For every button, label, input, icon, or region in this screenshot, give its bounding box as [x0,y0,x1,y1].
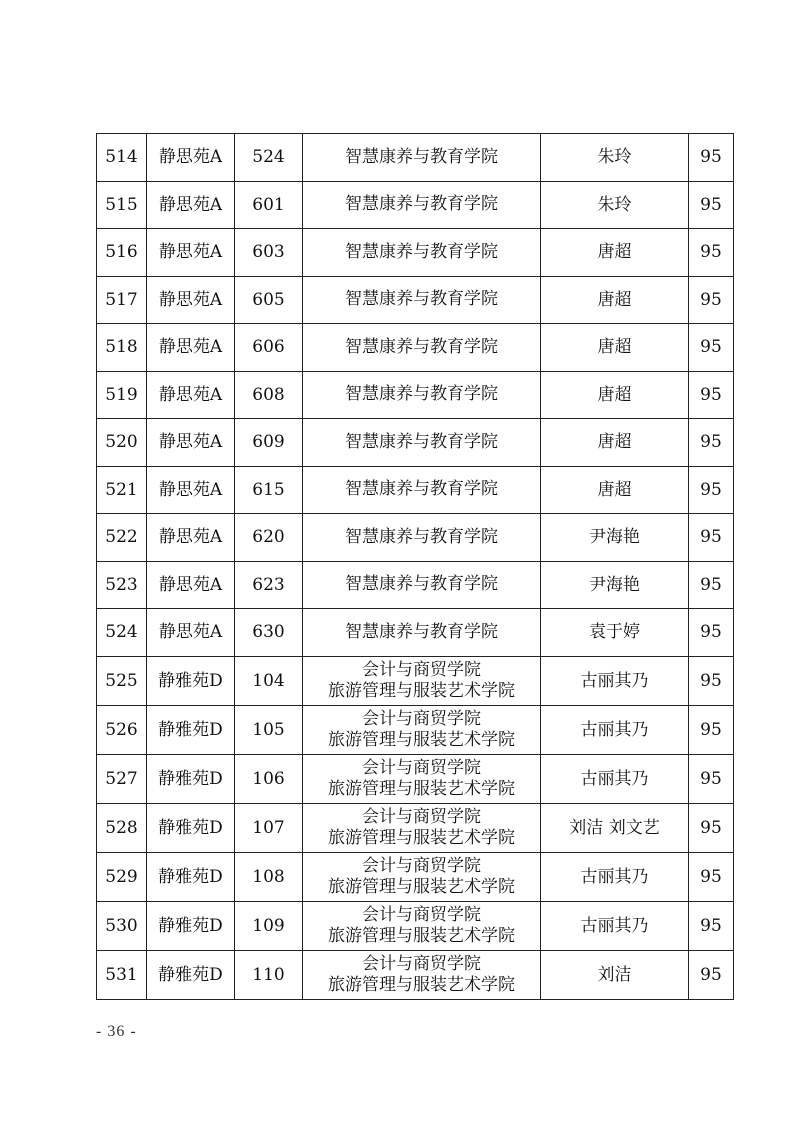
college-name: 旅游管理与服装艺术学院 [328,925,515,946]
college-cell [303,803,541,852]
score-cell: 95 [689,134,734,182]
college-name: 旅游管理与服装艺术学院 [328,827,515,848]
building-cell: 静雅苑D [147,950,235,999]
counselor-cell: 刘洁 [541,950,689,999]
room-cell: 605 [235,276,303,324]
building-cell: 静思苑A [147,181,235,229]
college-name: 智慧康养与教育学院 [345,194,498,215]
college-name: 智慧康养与教育学院 [345,241,498,262]
building-cell: 静雅苑D [147,803,235,852]
score-cell: 95 [689,754,734,803]
college-cell [303,852,541,901]
counselor-cell: 唐超 [541,324,689,372]
score-cell: 95 [689,419,734,467]
score-cell: 95 [689,181,734,229]
building-cell: 静雅苑D [147,656,235,705]
college-name: 会计与商贸学院 [362,855,481,876]
college-name: 智慧康养与教育学院 [345,526,498,547]
counselor-cell: 古丽其乃 [541,705,689,754]
score-cell: 95 [689,656,734,705]
college-name: 会计与商贸学院 [362,806,481,827]
college-cell [303,754,541,803]
college-cell [303,901,541,950]
table-row [97,181,734,229]
table-row [97,803,734,852]
room-cell: 609 [235,419,303,467]
table-row [97,419,734,467]
score-cell: 95 [689,466,734,514]
college-cell [303,609,541,657]
table-row [97,901,734,950]
college-name: 智慧康养与教育学院 [345,289,498,310]
table-row [97,324,734,372]
college-name: 智慧康养与教育学院 [345,621,498,642]
college-name: 智慧康养与教育学院 [345,431,498,452]
building-cell: 静雅苑D [147,901,235,950]
room-cell: 620 [235,514,303,562]
counselor-cell: 唐超 [541,229,689,277]
college-name: 旅游管理与服装艺术学院 [328,876,515,897]
table-row [97,561,734,609]
college-name: 智慧康养与教育学院 [345,336,498,357]
room-cell: 108 [235,852,303,901]
room-cell: 603 [235,229,303,277]
room-cell: 630 [235,609,303,657]
building-cell: 静思苑A [147,609,235,657]
college-cell [303,466,541,514]
row-number-cell: 520 [97,419,147,467]
score-cell: 95 [689,371,734,419]
score-cell: 95 [689,852,734,901]
building-cell: 静雅苑D [147,852,235,901]
score-cell: 95 [689,803,734,852]
building-cell: 静思苑A [147,134,235,182]
score-cell: 95 [689,276,734,324]
table-row [97,609,734,657]
table-row [97,466,734,514]
counselor-cell: 古丽其乃 [541,754,689,803]
college-name: 会计与商贸学院 [362,757,481,778]
college-cell [303,371,541,419]
building-cell: 静雅苑D [147,705,235,754]
row-number-cell: 530 [97,901,147,950]
counselor-cell: 朱玲 [541,134,689,182]
counselor-cell: 朱玲 [541,181,689,229]
score-cell: 95 [689,561,734,609]
room-cell: 601 [235,181,303,229]
table-row [97,705,734,754]
college-cell [303,324,541,372]
college-name: 旅游管理与服装艺术学院 [328,974,515,995]
row-number-cell: 523 [97,561,147,609]
college-name: 旅游管理与服装艺术学院 [328,778,515,799]
counselor-cell: 唐超 [541,276,689,324]
table-row [97,754,734,803]
building-cell: 静思苑A [147,276,235,324]
row-number-cell: 524 [97,609,147,657]
row-number-cell: 527 [97,754,147,803]
score-cell: 95 [689,901,734,950]
score-cell: 95 [689,609,734,657]
room-cell: 106 [235,754,303,803]
room-cell: 623 [235,561,303,609]
college-name: 会计与商贸学院 [362,953,481,974]
building-cell: 静思苑A [147,371,235,419]
dormitory-score-table [96,133,734,1000]
row-number-cell: 517 [97,276,147,324]
college-name: 旅游管理与服装艺术学院 [328,680,515,701]
college-cell [303,419,541,467]
room-cell: 524 [235,134,303,182]
college-cell [303,514,541,562]
college-name: 智慧康养与教育学院 [345,384,498,405]
table-row [97,514,734,562]
row-number-cell: 521 [97,466,147,514]
room-cell: 107 [235,803,303,852]
college-cell [303,561,541,609]
counselor-cell: 袁于婷 [541,609,689,657]
building-cell: 静雅苑D [147,754,235,803]
score-cell: 95 [689,950,734,999]
row-number-cell: 515 [97,181,147,229]
row-number-cell: 529 [97,852,147,901]
row-number-cell: 525 [97,656,147,705]
score-cell: 95 [689,514,734,562]
building-cell: 静思苑A [147,514,235,562]
college-cell [303,276,541,324]
college-cell [303,656,541,705]
counselor-cell: 尹海艳 [541,561,689,609]
room-cell: 606 [235,324,303,372]
college-cell [303,705,541,754]
counselor-cell: 古丽其乃 [541,852,689,901]
counselor-cell: 唐超 [541,371,689,419]
college-cell [303,229,541,277]
college-name: 会计与商贸学院 [362,904,481,925]
room-cell: 104 [235,656,303,705]
row-number-cell: 522 [97,514,147,562]
score-cell: 95 [689,705,734,754]
room-cell: 109 [235,901,303,950]
college-cell [303,181,541,229]
row-number-cell: 514 [97,134,147,182]
row-number-cell: 526 [97,705,147,754]
table-row [97,276,734,324]
counselor-cell: 刘洁 刘文艺 [541,803,689,852]
row-number-cell: 516 [97,229,147,277]
building-cell: 静思苑A [147,229,235,277]
table-row [97,656,734,705]
counselor-cell: 古丽其乃 [541,901,689,950]
college-name: 会计与商贸学院 [362,659,481,680]
table-row [97,229,734,277]
score-cell: 95 [689,324,734,372]
table-body [97,134,734,1000]
counselor-cell: 唐超 [541,419,689,467]
college-name: 旅游管理与服装艺术学院 [328,729,515,750]
room-cell: 105 [235,705,303,754]
row-number-cell: 531 [97,950,147,999]
college-name: 会计与商贸学院 [362,708,481,729]
counselor-cell: 古丽其乃 [541,656,689,705]
row-number-cell: 518 [97,324,147,372]
room-cell: 110 [235,950,303,999]
row-number-cell: 519 [97,371,147,419]
table-row [97,134,734,182]
room-cell: 615 [235,466,303,514]
building-cell: 静思苑A [147,466,235,514]
building-cell: 静思苑A [147,419,235,467]
table-row [97,371,734,419]
counselor-cell: 尹海艳 [541,514,689,562]
table-row [97,950,734,999]
college-name: 智慧康养与教育学院 [345,146,498,167]
college-cell [303,134,541,182]
college-name: 智慧康养与教育学院 [345,574,498,595]
page-number: - 36 - [96,1023,137,1040]
building-cell: 静思苑A [147,324,235,372]
room-cell: 608 [235,371,303,419]
row-number-cell: 528 [97,803,147,852]
counselor-cell: 唐超 [541,466,689,514]
college-cell [303,950,541,999]
score-cell: 95 [689,229,734,277]
college-name: 智慧康养与教育学院 [345,479,498,500]
table-row [97,852,734,901]
building-cell: 静思苑A [147,561,235,609]
